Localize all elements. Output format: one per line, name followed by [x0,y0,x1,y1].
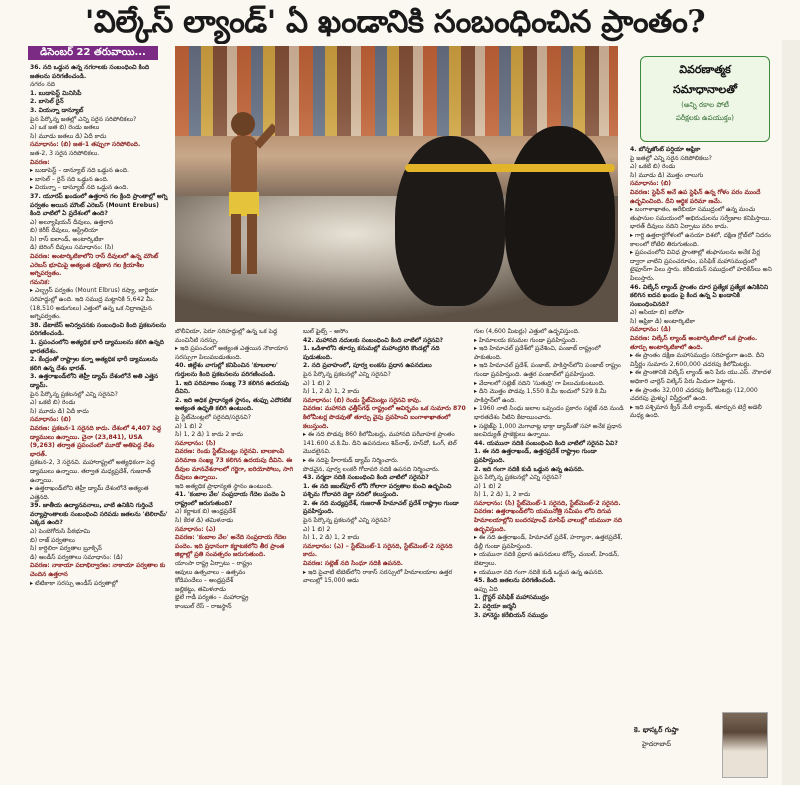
text-line: 42. మహానది నదులకు సంబంధించి కింది వాటిలో సరైనవి? [303,336,444,344]
text-line: సమాధానం: (సి) స్టేట్‌మెంట్-1 సరైనది, స్టేట్‌మెంట్-2 సరైనది. [474,499,621,507]
text-line: ఎ) 1 బి) 2 [303,379,331,387]
text-line: ▸ బంగాళాఖాతం, ఆరేబియా సముద్రంలో ఉన్న మంచు తుఫానుల సమయంలో అభిరుచులను సర్వేజాల కనిపిస్తాయి. భారత్ దీవులు నదిని ఏర్పాటు వరిం కాదు. [630,206,772,231]
text-line: 43. నర్మదా నదికి సంబంధించి కింది వాటిలో సరైనవి? [303,474,429,482]
text-line: పైన పేర్కొన్న ప్రకటనల్లో ఎన్ని సరైనవి? [303,370,391,378]
text-line: ఎ) 1 బి) 2 [303,525,331,533]
column-2 [175,328,297,780]
text-line: ▸ ఇది హిమాచల్ ప్రదేశ్‌లో ప్రవేశించి, పంజాబ్ రాష్ట్రంలో పాకుతుంది. [474,345,601,361]
text-line: సి) కార్డిలిరా పర్వతాల బ్రూక్సిన్ [30,545,102,553]
text-line: ▸ బాసెల్ – రైన్ నది ఒడ్డున ఉంది. [30,175,109,183]
text-line: వివరణ: అంటార్కిటికాలోని రాస్ దీవులలో ఉన్న మౌంట్ ఎరెబస్ భూమిపై అత్యంత దక్షిణాన గల క్రియాశీల అగ్నిపర్వతం. [30,253,159,278]
text-line: సి) 1, 2 డి) 1 కాదు 2 కాదు [175,431,243,439]
text-line: 2. కేంద్రంతో రాష్ట్రాల కన్నా అత్యధిక భారీ డ్యాములను కలిగి ఉన్న దేశం భారత్. [30,356,158,372]
text-line: సమాధానం: (బి) [630,180,672,188]
text-line: సమాధానం: (డి) [630,326,671,334]
adjacent-page-strip [782,40,800,785]
text-line: సి) రాస్ ఐలాండ్, అంటార్కిటికా [30,235,104,243]
text-line: ▸ ఇది ప్రపంచంలో అత్యంత ఎత్తయిన నౌకాయాన సరస్సుగా పిలువబడుతుంది. [175,345,288,361]
text-line: జత-2, 3 సరైన సరిపోలికలు. [30,149,100,157]
text-line: ▸ ఈ నదిపై హీరాకుడ్ డ్యామ్ నిర్మించారు. [303,456,399,464]
text-line: పై స్టేట్‌మెంట్లలో సరైనది/సరైనవి? [175,413,251,421]
text-line: ▸ ఇది పశ్చిమాన క్వీన్ మేరీ ల్యాండ్, తూర్పున టెర్రే అడెలీ మధ్య ఉంది. [630,403,762,420]
text-line: డి) ఆండీస్ పర్వతాలు సమాధానం: (డి) [30,553,123,561]
text-line: సమాధానం: (బి) [30,416,72,424]
text-line: ఎ) 1 బి) 2 [175,422,203,430]
text-line: ▸ ఈ ప్రాంతం దక్షిణ మహాసముద్రం సరిహద్దుగా ఉంది. దీని విస్తీర్ణం సుమారు 2,600,000 చదరపు కిలోమీటర్లు. [630,352,765,368]
text-line: నగరం నది [30,81,56,89]
author-block [630,710,770,780]
text-line: జల్లికట్టు, తమిళనాడు [175,585,226,593]
text-line: ఎ) ఒక జత బి) రెండు జతలు [30,124,100,132]
text-line: ఎ) పెంబెగోరుసి పీఠభూమి [30,528,91,536]
text-line: 36. నది ఒడ్డున ఉన్న నగరాలకు సంబంధించి కింది జతలను పరిగణించండి. [30,64,150,80]
text-line: ▸ ఎల్బ్రస్ పర్వతం (Mount Elbrus) రష్యా, జార్జియా సరిహద్దుల్లో ఉంది. ఇది సముద్ర మట్టానికి 5,642 మీ. (18,510 అడుగులు) ఎత్తులో ఉన్న ఒక నిద్రాణమైన అగ్నిపర్వతం. [30,287,159,321]
text-line: 38. డేటాబేస్ అనిర్వచనకు సంబంధించి కింది ప్రకటనలను పరిగణించండి. [30,321,167,338]
text-line: 1. బుడాపెస్ట్ మినిసిపీ [30,89,82,97]
text-line: ▸ యమునా నది గంగా నదికి కుడి ఒడ్డున ఉన్న ఉపనది. [474,568,604,576]
author-photo [722,712,768,778]
runner-figure [205,106,275,286]
text-line: 1. ఒడిశాలోని తూర్పు కనుమల్లో మహాంద్రగిరి కొండల్లో నది పుడుతుంది. [303,345,440,361]
page-title: 'విల్కేస్ ల్యాండ్' ఏ ఖండానికి సంబంధించిన ప్రాంతం? [84,4,706,40]
column-1 [30,64,168,780]
text-line: సి) మూడు జతలు డి) ఏదీ కాదు [30,132,107,140]
text-line: పైన పేర్కొన్న ప్రకటనల్లో ఎన్ని సరైనవి? [303,517,391,525]
text-line: 1. గ్లౌస్టర్ పసిఫిక్ మహాసముద్రం [474,594,549,602]
text-line: ▸ యమునా నదికి ప్రధాన ఉపనదులు టోన్స్, చంబల్, హిండన్, బెట్వాలు. [474,551,620,568]
text-line: సమాధానం: (బి) రెండు స్టేట్‌మెంట్లు సరైనవి కావు. [303,396,422,404]
text-line: సమాధానం: (ఎ) – స్టేట్‌మెంట్-1 సరైనది, స్టేట్‌మెంట్-2 సరైనది కాదు. [303,542,453,559]
text-line: బొలీవియా, పెరూ సరిహద్దుల్లో ఉన్న ఒక పెద్ద మంచినీటి సరస్సు. [175,328,278,344]
column-3 [303,328,468,780]
text-line: ▸ ఇది హిమాచల్ ప్రదేశ్, పంజాబ్, పాకిస్తాన్‌లోని పంజాబ్ రాష్ట్రం గుండా ప్రవహిస్తుంది. ఉత్తర పంజాబ్‌లో ప్రవహిస్తుంది. [474,362,621,378]
date-badge: డిసెంబర్ 22 తరువాయి... [28,46,158,60]
text-line: ఇది అత్యధిక ప్రాధాన్యత స్థానం ఉంటుంది. [175,482,273,490]
text-line: వివరణ: [30,158,50,166]
text-line: వివరణ: 'కంబాల వేల' అనేది సంప్రదాయ గేదెల పందెం. ఇది ప్రధానంగా కర్ణాటకలోని తీర ప్రాంత జిల్లాల్లో ప్రతి సంవత్సరం జరుగుతుంది. [175,534,287,559]
text-line: ▸ వియన్నా – డాన్యూబ్ నది ఒడ్డున ఉంది. [30,184,129,192]
text-line: 46. విల్కేస్ ల్యాండ్ ప్రాంతం దూర ప్రత్యేక ప్రత్యేక ఉనికినిని కలిగిన ఐదవ ఖండం పై కింద ఉన్న ఏ ఖండానికి సంబంధించినది? [630,283,769,308]
text-line: సమాధానం: (బి) జత-1 తప్పుగా సరిపోలింది. [30,141,141,149]
text-line: 2. ఇది అధిక ప్రాధాన్యత స్థానం, తుఫ్పు ఎదొరటిక అత్యంత ఉధృతి కలిగి ఉంటుంది. [175,396,292,413]
text-line: వివరణ: సట్లెజ్ నది సింధూ నదికి ఉపనది. [303,560,403,568]
text-line: సమాధానం: (ఎ) [175,525,216,533]
text-line: ఎ) ఒకటి బి) రెండు [630,163,676,171]
kambala-photo [175,46,618,322]
column-5 [630,146,776,780]
text-line: కోడిపందేలు – ఆంధ్రప్రదేశ్ [175,577,234,585]
text-line: పైన పేర్కొన్న ప్రకటనల్లో ఎన్ని సరైనవి? [474,474,562,482]
text-line: పైన పేర్కొన్న జతల్లో ఎన్ని సరైన సరిపోలికలు? [30,115,137,123]
text-line: 2. పర్షియా జర్మనీ [474,603,517,610]
text-line: ▸ వేదాలలో సట్లెజ్ నదిని 'సుతుద్రి' గా పిలుచుకుంటుంది. [474,379,605,387]
text-line: ▸ దీని మొత్తం పొడవు 1,550 కి.మీ ఇందులో 529 కి.మీ పాకిస్తాన్‌లో ఉంది. [474,388,607,404]
box-line-4: పరీక్షలకు ఉపయుక్తం) [676,114,734,122]
box-line-1: వివరణాత్మక [679,63,731,76]
text-line: ▸ ప్రపంచంలోని వివిధ ప్రాంతాల్లో తుఫానులను అనేక పేర్ల ద్వారా వాటిని ప్రపంచరూపం, పసిఫిక్ మహాసముద్రంలో టైఫూన్‌గా పిలు స్తారు. కరీబియన్ సముద్రంలో హరికేన్‌లు అని పిలుస్తారు. [630,249,772,282]
text-line: ▸ ఇది పైచాటి టిబెట్‌లోని రాకాస్ సరస్సులో హిమాలయాల ఉత్తర వాలుల్లో 15,000 అడు [303,568,453,585]
text-line: 1. ఈ నది ఉత్తరాఖండ్, ఉత్తరప్రదేశ్ రాష్ట్రాల గుండా ప్రవహిస్తుంది. [474,448,597,464]
text-line: వివరణ: ప్రకటన-1 సరైనది కాదు. దేశంలో 4,407 పెద్ద డ్యాములు ఉన్నాయి. చైనా (23,841), USA (9,263) తర్వాత ప్రపంచంలో మూడో అతిపెద్ద దేశం భారత్. [30,424,162,458]
text-line: ఆవులు ఉత్సవాలు – ఉత్సవం [175,568,246,576]
text-line: గుల (4,600 మీటర్లు) ఎత్తులో ఉద్భవిస్తుంది. [474,328,580,335]
text-line: 44. యమునా నదికి సంబంధించి కింది వాటిలో సరైనవి ఏవి? [474,439,618,447]
yoke [405,164,615,172]
text-line: సి) 1, 2 డి) 1, 2 కాదు [303,388,360,396]
text-line: ▸ బుడాపెస్ట్ – డాన్యూబ్ నది ఒడ్డున ఉంది. [30,167,129,175]
text-line: సి) మూడు డి) ఏదీ కాదు [30,407,89,415]
text-line: ఎ) ఆసియా బి) ఐరోపా [630,309,684,317]
text-line: బి) రాజ్ పర్వతాలు [30,536,75,544]
text-line: ప్రకటన-2, 3 సరైనవి. మహారాష్ట్రలో అత్యధికంగా పెద్ద డ్యాములు ఉన్నాయి. తర్వాత మధ్యప్రదేశ్, గుజరాత్ ఉన్నాయి. [30,459,156,484]
text-line: వివరణ: స్టెఫీన్ అనే ఉప స్టెఫిన్ ఉన్న గోళం పరం ముందే ఉద్భవించింది. దీని ఆర్థిక పరిమా ణమే. [630,188,761,205]
text-line: ▸ టిటికాకా సరస్సు ఆండీస్ పర్వతాల్లో [30,579,118,587]
text-line: 1. ఈ నది జబల్‌పూర్ లోనీ గోలాగా పర్వతాల కుంచి ఉద్భవించి పశ్చిమ గోదావరి డెల్టా నదిలో కలుస్తుంది. [303,482,452,499]
text-line: 1. ఇది పరిమాణం సంఖ్య 73 కలిగిన ఉదయపు దీవిని. [175,379,289,396]
text-line: 40. జిల్లేశం వాగుల్లో కనిపించిన 'కూబలాల' గుర్తులను కింది ప్రకటనలను పరిగణించండి. [175,362,278,378]
text-line: భైలే గాడీ పర్యతం – మహారాష్ట్ర [175,594,249,602]
author-place: హైదరాబాద్ [642,740,671,748]
text-line: ▸ ఈ నది పొడవు 860 కిలోమీటర్లు, మహానది పరీవాహక ప్రాంతం 141.600 చ.కి.మీ. దీని ఉపనదులు శివ్‌నాథ్, హస్‌దో, ఓంగ్, టెల్ మొదలైనవి. [303,431,457,456]
text-line: కాంబుల్ రేస్ – రాజస్థాన్ [175,603,232,610]
text-line: 41. 'కంబాల వేల' సంప్రదాయ గేదెల పందెం ఏ రాష్ట్రంలో జరుగుతుంది? [175,491,286,507]
box-line-2: సమాధానాలతో [673,83,737,96]
text-line: 39. జాతీయ ఉద్యానవనాలు, వాటి ఉనికిని గుర్తించే వర్యాప్రాంతాలకు సంబంధించి సరిపడు జతలను 'టెలిరామ్' ఎక్కడ ఉంది? [30,502,168,527]
text-line: ఎ) కర్ణాటక బి) ఆంధ్రప్రదేశ్ [175,508,236,516]
text-line: సి) 1, 2 డి) 1, 2 కాదు [303,534,360,542]
text-line: 2. నది ప్రవాహంలో, పూర్వ లంకను ప్రధాన ఉపనదులు [303,362,432,370]
text-line: ▸ సట్లెజ్‌పై 1,000 మెగావాట్ల భాక్రా డ్యామ్‌తో సహా అనేక ప్రధాన జలవిద్యుత్ ప్రాజెక్టులు ఉన్నాయి. [474,422,622,439]
text-line: ▸ 1960 నాటి సింధు జలాల ఒప్పందం ప్రకారం సట్లెజ్ నది నుండి భారతదేశం నీటిని కేటాయించారు. [474,405,624,421]
text-line: 3. ఉత్తరాఖండ్‌లోని తెహ్రీ డ్యామ్ దేశంలోనే అతి ఎత్తైన డ్యామ్. [30,373,158,389]
explanatory-answers-box [640,56,770,142]
author-name: కె. భాస్కర్ గుప్తా [634,726,679,734]
box-line-3: (అన్ని రకాల పోటీ [681,101,729,109]
text-line: వివరణ: ఉత్తరాఖండ్‌లోని యమునోత్రి సమీపం లోని దిగువ హిమాలయాల్లోని బందరపూంఛ్ మాసిఫ్ వాలుల్లో యమునా నది ఉద్భవిస్తుంది. [474,508,623,533]
text-line: 45. కింది జతలను పరిగణించండి. [474,577,556,585]
text-line: 3. హానెస్టు కరేబియన్ సముద్రం [474,611,548,619]
text-line: వివరణ: మహానది ఛత్తీస్‌గఢ్ రాష్ట్రంలో ఆవిర్భవం ఒక సుమారు 870 కిలోమీటర్ల పొడవుతో తూర్పు వైపు ప్రవహించి బంగాళాఖాతంలో కలుస్తుంది. [303,405,466,430]
text-line: ఉప్పు ఏది [474,585,498,593]
text-line: ▸ ఉత్తరాఖండ్‌లోని తెహ్రీ డ్యామ్ దేశంలోనే అత్యంత ఎత్తైనది. [30,485,149,501]
text-line: ▸ ఈ ప్రాంతం 32,000 చదరపు కిలోమీటర్లు (12,000 చదరపు మైళ్ళు) విస్తీర్ణంలో ఉంది. [630,386,758,403]
text-line: ▸ గార్డి ఉత్తరార్థగోళంలో ఉనయా దిశలో, దక్షిణ గ్లోబ్‌లో నిదరం కాలంలో రోటేలి తిరుగుతుంది. [630,231,771,248]
text-line: ఎ) అల్యూషియన్ దీవులు, ఉత్తరాన [30,218,114,226]
text-line: ▸ ఈ నది ఉత్తరాఖండ్, హిమాచల్ ప్రదేశ్, హర్యానా, ఉత్తరప్రదేశ్, ఢిల్లీ గుండా ప్రవహిస్తుంది. [474,534,623,550]
buffalo-left [395,136,505,306]
text-line: 3. వియన్నా డాన్యూబ్ [30,106,84,114]
text-line: పైన పేర్కొన్న ప్రకటనల్లో ఎన్ని సరైనవి? [30,390,118,398]
column-4 [474,328,629,780]
text-line: ▸ ఈ ప్రాంతానికి విల్కేస్ ల్యాండ్ అని పేరు యు.ఎస్. నౌకాదళ అధికారి చార్లెస్ విల్కేస్ పేరు మీదుగా పెట్టారు. [630,369,772,386]
text-line: బి) కెరీర్ దీవులు, ఆస్ట్రేలియా [30,227,98,235]
text-line: పొడవైన, పూర్వ లంకరీ గోదావరి నదికి ఉపనది నిర్మించారు. [303,465,440,473]
text-line: సి) ఆఫ్రికా డి) అంటార్కిటికా [630,317,695,325]
text-line: సి) మూడు డి) మొత్తం నాలుగు [630,171,704,179]
text-line: 2. బాసెల్ రైన్ [30,98,64,106]
text-line: 37. యూరప్ ఖండంలో ఉత్తరాన గల క్రింది ప్రాంతాల్లో అగ్ని పర్వతం అయిన మౌంట్ ఎరెబస్ (Mount Erebus) కింది వాటిలో ఏ ప్రదేశంలో ఉంది? [30,192,168,218]
text-line: బుల్ ఫైట్స్ – అసోం [303,328,349,335]
text-line: సి) కేరళ డి) తమిళనాడు [175,517,234,525]
text-line: సి) 1, 2 డి) 1, 2 కాదు [474,491,531,499]
text-line: వివరణ: నాకాయా పదాభిర్వారణ: నాకాయా పర్వతాల కు చెందిన ఉత్తరాన [30,562,166,579]
text-line: యాంసా రాష్ట్ర ఏర్పాటు – రాష్ట్రం [175,560,253,568]
text-line: 2. ఈ నది మధ్యప్రదేశ్, గుజరాత్ హిమాచల్ ప్రదేశ్ రాష్ట్రాల గుండా ప్రవహిస్తుంది. [303,499,459,516]
text-line: 4. బోన్నజోంట్ పర్షియా ఆఫ్రికా [630,146,701,153]
text-line: ఎ) ఒకటి బి) రెండు [30,399,76,407]
text-line: సమాధానం: (సి) [175,439,216,447]
buffalo-right [505,126,615,306]
text-line: గమనిక: [30,278,50,286]
text-line: ▸ హిమాలయ కనుమల గుండా ప్రవహిస్తుంది. [474,336,578,344]
text-line: ఎ) 1 బి) 2 [474,482,502,490]
text-line: వివరణ: రెండు స్టేట్‌మెంట్లు సరైనవి. బాలకాంపి పరిమాణ సంఖ్య 73 కలిగిన ఉదయపు దీవిని. ఈ దీవుల మానవేశనాలలో గర్జిగా, ఐరియోపోలు, సాగి దీవులు ఉన్నాయి. [175,448,294,482]
text-line: పై జతల్లో ఎన్ని సరైన సరిపోలికలు? [630,154,712,162]
text-line: వివరణ: విల్కేస్ ల్యాండ్ అంటార్కిటికాలో ఒక ప్రాంతం. తూర్పు అంటార్కిటికాలో ఉంది. [630,335,758,351]
text-line: 2. ఇది గంగా నదికి కుడి ఒడ్డున ఉన్న ఉపనది. [474,465,585,473]
text-line: డి) బెరింగ్ దీవులు సమాధానం: (సి) [30,244,114,252]
text-line: 1. ప్రపంచంలోని అత్యధిక భారీ డ్యాములను కలిగి ఉన్నది భారతదేశం. [30,339,164,355]
